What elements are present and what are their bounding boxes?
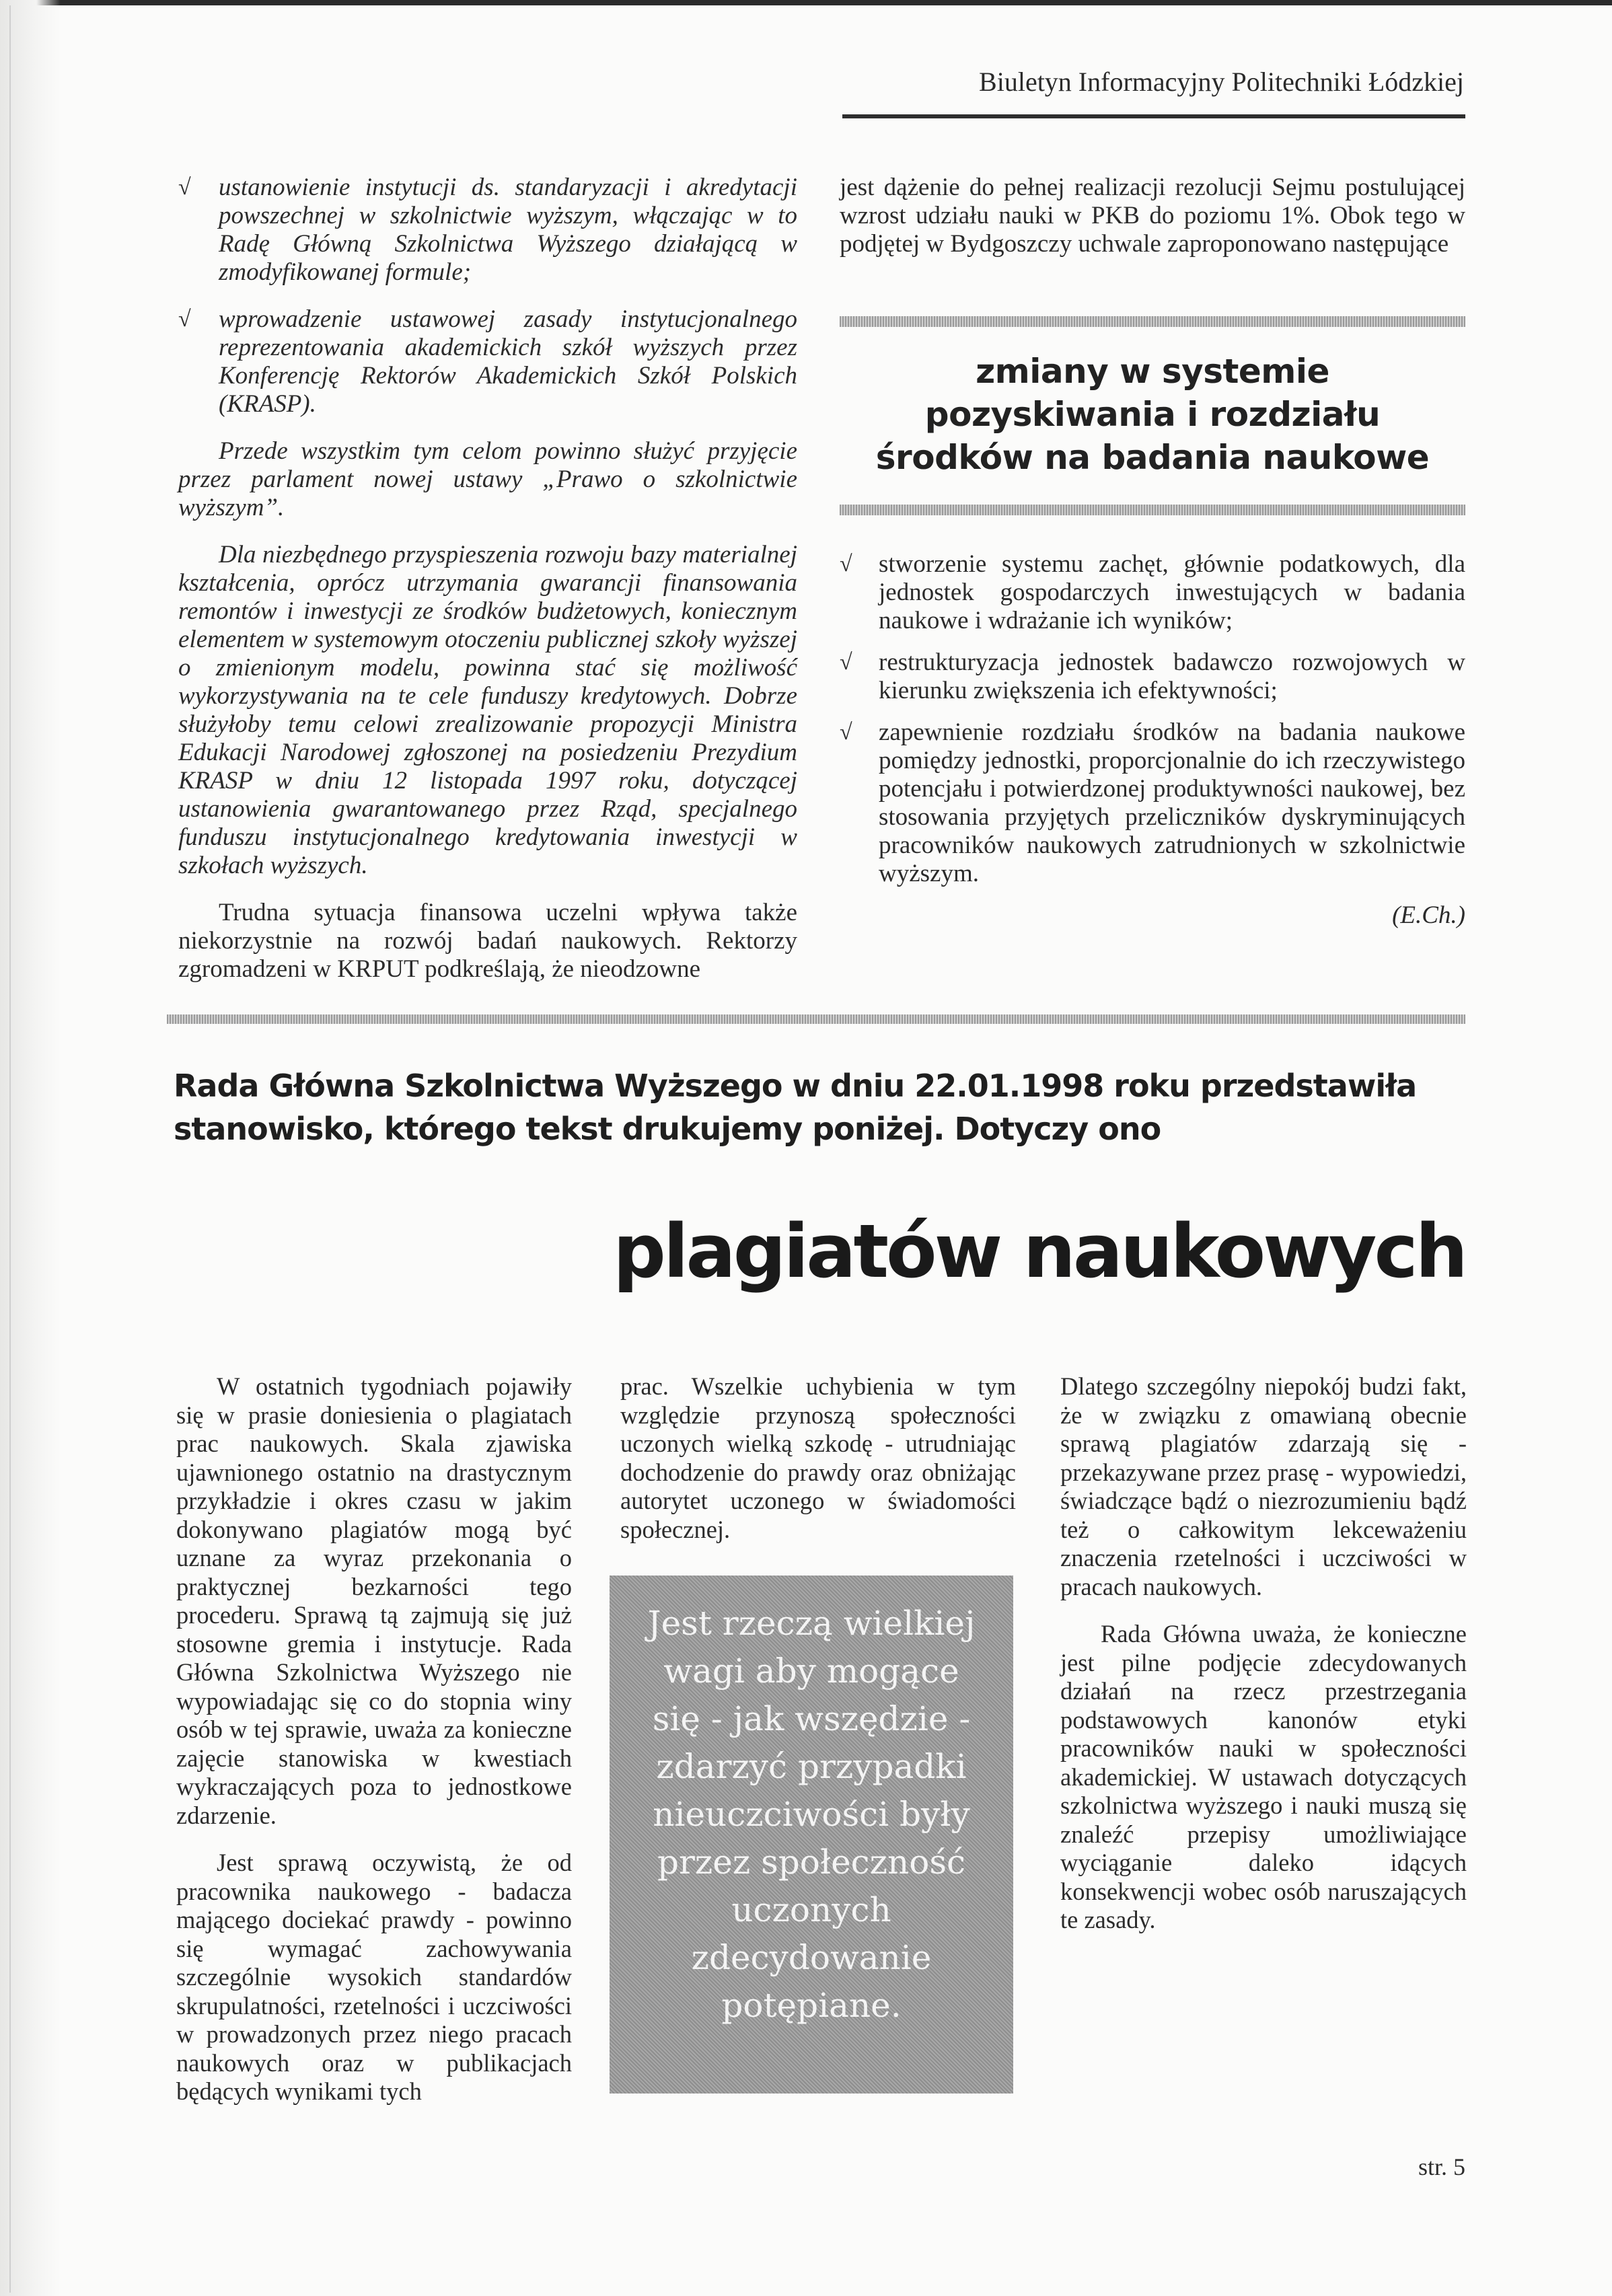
top-left-column [178, 174, 797, 1002]
paragraph: Rada Główna uważa, że konieczne jest pilne podjęcie zdecydowanych działań na rzecz przestrzegania podstawowych kanonów etyki pracowników nauki w społeczności akademickiej. W ustawach dotyczących szkolnictwa wyższego i nauki muszą się znaleźć przepisy umożliwiające wyciąganie daleko idących konsekwencji wobec osób naruszających te zasady. [1060, 1620, 1467, 1933]
pull-quote-line: Jest rzeczą wielkiej [647, 1604, 976, 1643]
page-binding-shadow [0, 0, 61, 2296]
binding-crease [9, 5, 11, 2293]
subhead-line: środków na badania naukowe [875, 438, 1430, 477]
paragraph: Przede wszystkim tym celom powinno służyć przyjęcie przez parlament nowej ustawy „Prawo o szkolnictwie wyższym”. [178, 437, 797, 521]
checkmark-icon: √ [840, 552, 852, 577]
bullet-item [178, 305, 797, 418]
pull-quote-line: potępiane. [721, 1986, 902, 2025]
bullet-item [840, 718, 1465, 888]
author-signature: (E.Ch.) [1392, 901, 1465, 929]
paragraph: prac. Wszelkie uchybienia w tym względzie przynoszą społeczności uczonych wielką szkodę - utrudniając dochodzenie do prawdy oraz obniżając autorytet uczonego w świadomości społecznej. [620, 1372, 1016, 1543]
paragraph: Trudna sytuacja finansowa uczelni wpływa także niekorzystnie na rozwój badań naukowych. Rektorzy zgromadzeni w KRPUT podkreślają, że nieodzowne [178, 899, 797, 983]
pull-quote [610, 1576, 1013, 2094]
pull-quote-line: zdecydowanie [691, 1938, 932, 1977]
article-column-2 [620, 1372, 1016, 1563]
bullet-text: restrukturyzacja jednostek badawczo rozwojowych w kierunku zwiększenia ich efektywności; [879, 649, 1465, 704]
intro-line: stanowisko, którego tekst drukujemy poniżej. Dotyczy ono [174, 1111, 1161, 1147]
hatched-rule [840, 316, 1465, 327]
pull-quote-line: nieuczciwości były [653, 1795, 970, 1834]
subhead [840, 327, 1465, 505]
pull-quote-line: uczonych [731, 1890, 891, 1929]
checkmark-icon: √ [178, 307, 191, 332]
running-head: Biuletyn Informacyjny Politechniki Łódzkiej [979, 67, 1464, 97]
lead-paragraph: jest dążenie do pełnej realizacji rezolucji Sejmu postulującej wzrost udziału nauki w PKB do poziomu 1%. Obok tego w podjętej w Bydgoszczy uchwale zaproponowano następujące [840, 174, 1465, 258]
bullet-text: ustanowienie instytucji ds. standaryzacji i akredytacji powszechnej w szkolnictwie wyższym, włączając w to Radę Główną Szkolnictwa Wyższego działającą w zmodyfikowanej formule; [219, 174, 797, 286]
bullet-text: zapewnienie rozdziału środków na badania naukowe pomiędzy jednostki, proporcjonalnie do ich rzeczywistego potencjału i potwierdzonej produktywności naukowej, bez stosowania przyjętych przeliczników dyskryminujących pracowników naukowych zatrudnionych w szkolnictwie wyższym. [879, 718, 1465, 887]
bullet-text: wprowadzenie ustawowej zasady instytucjonalnego reprezentowania akademickich szkół wyższych przez Konferencję Rektorów Akademickich Szkół Polskich (KRASP). [219, 305, 797, 418]
pull-quote-line: się - jak wszędzie - [652, 1699, 971, 1738]
checkmark-icon: √ [840, 720, 852, 745]
subhead-box [840, 316, 1465, 515]
paragraph: Jest sprawą oczywistą, że od pracownika naukowego - badacza mającego dociekać prawdy - powinno się wymagać zachowywania szczególnie wysokich standardów skrupulatności, rzetelności i uczciwości w prowadzonych przez niego pracach naukowych oraz w publikacjach będących wynikami tych [176, 1849, 572, 2105]
header-rule [842, 114, 1465, 118]
paragraph: Dlatego szczególny niepokój budzi fakt, że w związku z omawianą obecnie sprawą plagiatów zdarzają się - przekazywane przez prasę - wypowiedzi, świadczące bądź o niezrozumieniu bądź też o całkowitym lekceważeniu znaczenia rzetelności i uczciwości w pracach naukowych. [1060, 1372, 1467, 1600]
section-divider [167, 1014, 1465, 1024]
subhead-line: pozyskiwania i rozdziału [924, 395, 1381, 434]
article-column-1 [176, 1372, 572, 2125]
article-column-3 [1060, 1372, 1467, 1954]
paragraph: Dla niezbędnego przyspieszenia rozwoju bazy materialnej kształcenia, oprócz utrzymania gwarancji finansowania remontów i inwestycji ze środków budżetowych, koniecznym elementem w systemowym otoczeniu publicznej szkoły wyższej o zmienionym modelu, powinna stać się możliwość wykorzystywania na te cele funduszy kredytowych. Dobrze służyłoby temu celowi zrealizowanie propozycji Ministra Edukacji Narodowej zgłoszonej na posiedzeniu Prezydium KRASP w dniu 12 listopada 1997 roku, dotyczącej ustanowienia gwarantowanego przez Rząd, specjalnego funduszu instytucjonalnego kredytowania inwestycji w szkołach wyższych. [178, 541, 797, 879]
article-intro [174, 1064, 1472, 1150]
checkmark-icon: √ [178, 175, 191, 200]
subhead-line: zmiany w systemie [976, 352, 1329, 391]
bullet-item [178, 174, 797, 287]
top-right-column [840, 174, 1465, 930]
page-number: str. 5 [1418, 2153, 1465, 2180]
bullet-item [840, 649, 1465, 705]
bullet-text: stworzenie systemu zachęt, głównie podatkowych, dla jednostek gospodarczych inwestujących w badania naukowe i wdrażanie ich wyników; [879, 550, 1465, 634]
hatched-rule [840, 505, 1465, 515]
checkmark-icon: √ [840, 650, 852, 675]
article-title: plagiatów naukowych [613, 1208, 1465, 1294]
intro-line: Rada Główna Szkolnictwa Wyższego w dniu 22.01.1998 roku przedstawiła [174, 1068, 1417, 1104]
pull-quote-line: zdarzyć przypadki [656, 1747, 967, 1786]
pull-quote-line: wagi aby mogące [663, 1652, 959, 1691]
bullet-item [840, 550, 1465, 635]
paragraph: W ostatnich tygodniach pojawiły się w prasie doniesienia o plagiatach prac naukowych. Skala zjawiska ujawnionego ostatnio na drastycznym przykładzie i okres czasu w jakim dokonywano plagiatów mogą być uznane za wyraz przekonania o praktycznej bezkarności tego procederu. Sprawą tą zajmują się już stosowne gremia i instytucje. Rada Główna Szkolnictwa Wyższego nie wypowiadając się co do stopnia winy osób w tej sprawie, uważa za konieczne zajęcie stanowiska w kwestiach wykraczających poza to jednostkowe zdarzenie. [176, 1372, 572, 1829]
proposals-list [840, 550, 1465, 888]
pull-quote-line: przez społeczność [657, 1843, 965, 1882]
scan-top-edge [0, 0, 1612, 5]
